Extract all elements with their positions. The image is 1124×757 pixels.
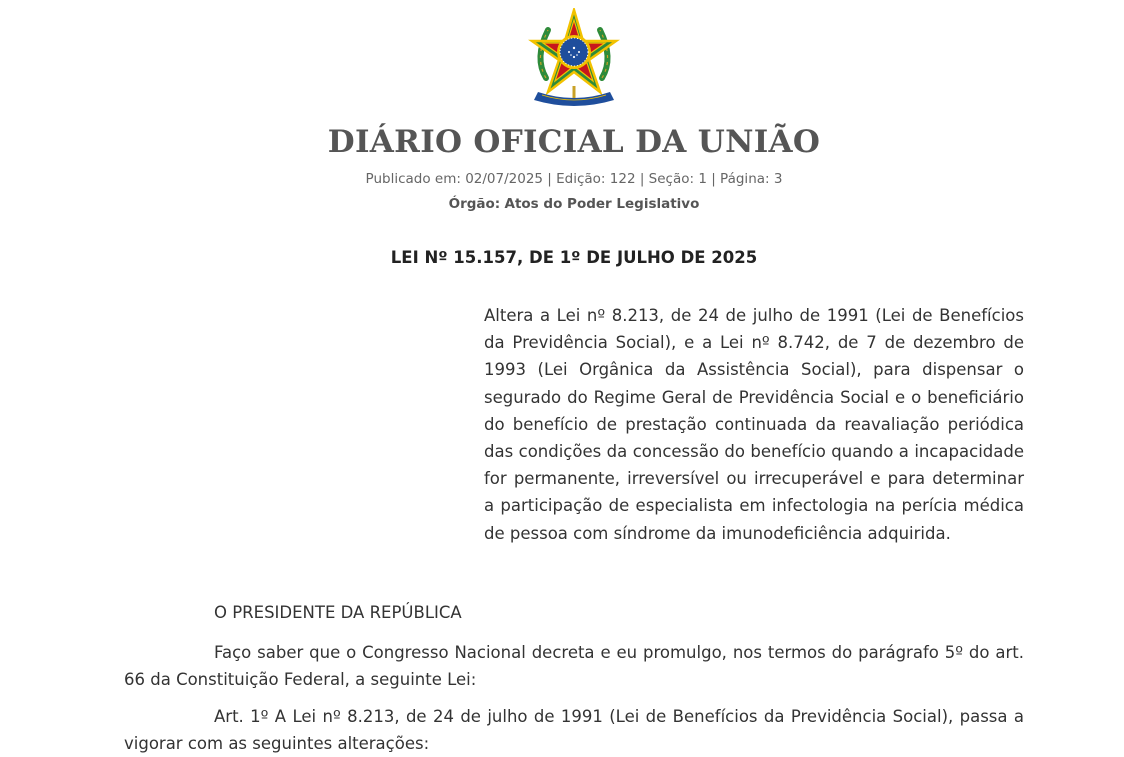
orgao-value: Atos do Poder Legislativo	[504, 196, 700, 212]
body-paragraph: Faço saber que o Congresso Nacional decreta e eu promulgo, nos termos do parágrafo 5º do art. 66 da Constituição Federal, a seguinte Lei:	[124, 643, 1024, 690]
newspaper-title: DIÁRIO OFICIAL DA UNIÃO	[327, 124, 821, 160]
president-line: O PRESIDENTE DA REPÚBLICA	[214, 603, 462, 622]
brazil-coat-of-arms-icon	[524, 8, 624, 108]
orgao-line	[0, 196, 1124, 212]
orgao-label: Órgão:	[448, 196, 501, 212]
publication-meta: Publicado em: 02/07/2025 | Edição: 122 | Seção: 1 | Página: 3	[365, 171, 783, 187]
law-ementa: Altera a Lei nº 8.213, de 24 de julho de 1991 (Lei de Benefícios da Previdência Social), e a Lei nº 8.742, de 7 de dezembro de 1993 (Lei Orgânica da Assistência Social), para dispensar o segurado do Regime Geral de Previdência Social e o beneficiário do benefício de prestação continuada da reavaliação periódica das condições da concessão do benefício quando a incapacidade for permanente, irreversível ou irrecuperável e para determinar a participação de especialista em infectologia na perícia médica de pessoa com síndrome da imunodeficiência adquirida.	[484, 306, 1024, 543]
body-paragraph: Art. 1º A Lei nº 8.213, de 24 de julho de 1991 (Lei de Benefícios da Previdência Social), passa a vigorar com as seguintes alterações:	[124, 707, 1024, 754]
law-title: LEI Nº 15.157, DE 1º DE JULHO DE 2025	[390, 248, 758, 267]
